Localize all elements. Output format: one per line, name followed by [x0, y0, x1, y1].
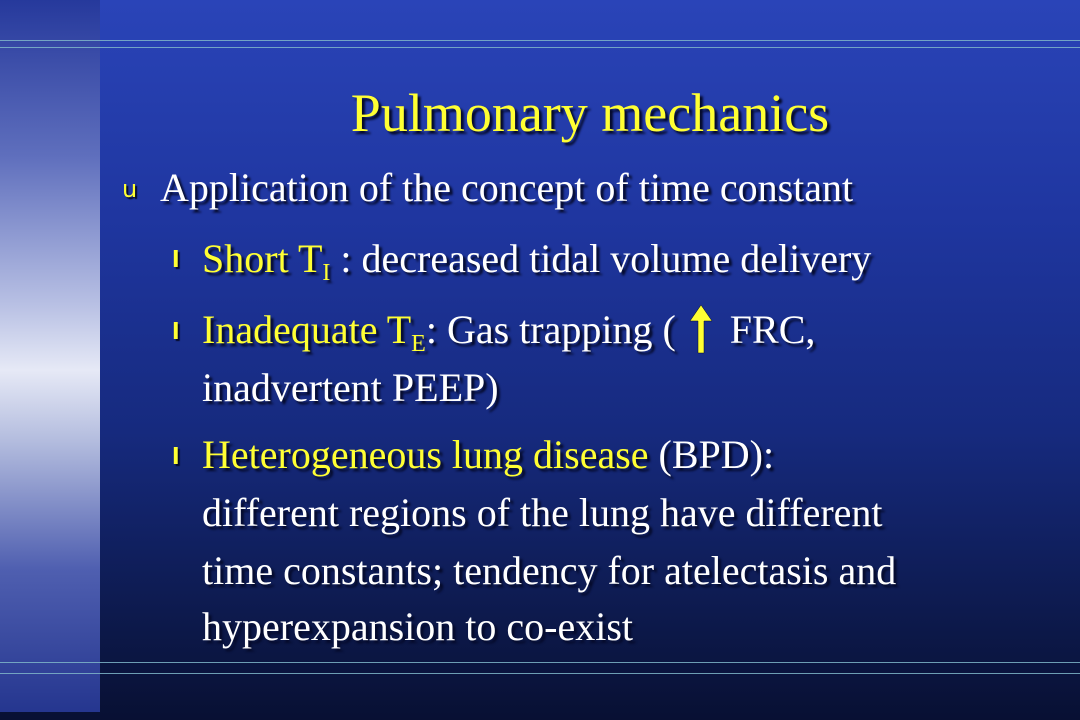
item3-line3: time constants; tendency for atelectasis and: [202, 548, 897, 593]
item3-line2: different regions of the lung have different: [202, 490, 883, 535]
item1-lead-subscript: I: [322, 260, 331, 287]
up-arrow-icon: [688, 303, 714, 355]
slide-title: Pulmonary mechanics: [350, 83, 830, 143]
item1-lead: Short T: [202, 236, 323, 281]
bullet-item3-icon: l: [172, 445, 180, 470]
item1-rest: : decreased tidal volume delivery: [330, 236, 872, 281]
item3-rest: (BPD):: [648, 432, 775, 477]
bullet-level1-icon: u: [122, 175, 138, 203]
item2-line2: inadvertent PEEP): [202, 365, 499, 410]
item3-line4: hyperexpansion to co-exist: [202, 604, 633, 649]
bullet-item1-icon: l: [172, 248, 180, 273]
side-gradient-bar: [0, 0, 100, 712]
bottom-rule-line-2: [0, 673, 1080, 674]
item2-rest-before-arrow: : Gas trapping (: [425, 307, 686, 352]
item2-lead-subscript: E: [411, 331, 426, 358]
item2-line1: [202, 301, 815, 365]
bottom-rule-line-1: [0, 662, 1080, 663]
top-rule-line-2: [0, 47, 1080, 48]
bullet-item2-icon: l: [172, 320, 180, 345]
item1-line: [202, 230, 871, 294]
item2-lead: Inadequate T: [202, 307, 412, 352]
top-rule-line-1: [0, 40, 1080, 41]
item3-lead: Heterogeneous lung disease: [202, 432, 649, 477]
item3-line1: [202, 426, 774, 484]
level1-text: Application of the concept of time constant: [160, 165, 854, 210]
item2-rest-after-arrow: FRC,: [719, 307, 816, 352]
